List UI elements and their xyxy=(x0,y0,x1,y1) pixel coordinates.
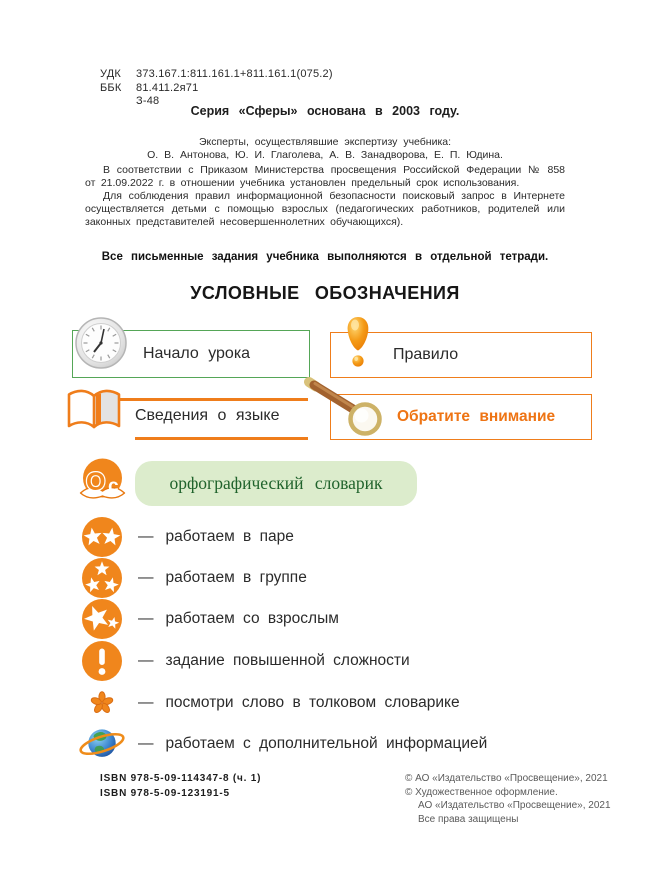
exclamation-glossy-icon xyxy=(344,314,372,383)
pair-stars-icon xyxy=(78,516,126,558)
legend-item-label: работаем с дополнительной информацией xyxy=(165,735,488,752)
legend-item-label: работаем со взрослым xyxy=(165,610,339,627)
legend-dash: — xyxy=(138,610,154,627)
legend-item-label: задание повышенной сложности xyxy=(165,652,410,669)
udk-line xyxy=(100,68,333,82)
bibliographic-codes xyxy=(100,68,333,109)
bbk-label: ББК xyxy=(100,81,122,94)
magnifier-icon xyxy=(303,375,385,446)
svg-text:О: О xyxy=(86,468,106,496)
language-info-bottom-rule xyxy=(135,437,308,440)
copyright-block xyxy=(405,772,611,826)
experts-heading: Эксперты, осуществлявшие экспертизу учебника: xyxy=(198,136,452,148)
ortho-dictionary-label: орфографический словарик xyxy=(169,473,383,493)
legend-item-group xyxy=(78,556,608,600)
legend-title: УСЛОВНЫЕ ОБОЗНАЧЕНИЯ xyxy=(190,283,460,303)
legend-item-extra-info xyxy=(78,722,608,766)
legend-item-dictionary-word xyxy=(78,681,608,725)
clock-icon xyxy=(74,316,128,375)
notebook-notice: Все письменные задания учебника выполняются в отдельной тетради. xyxy=(101,251,549,263)
experts-names: О. В. Антонова, Ю. И. Глаголева, А. В. Занадворова, Е. П. Юдина. xyxy=(147,149,503,161)
attention-label: Обратите внимание xyxy=(397,408,556,425)
exclamation-circle-icon xyxy=(78,640,126,682)
legend-dash: — xyxy=(138,694,154,711)
experts-block xyxy=(0,136,650,162)
adult-star-icon xyxy=(78,598,126,640)
copyright-line: © АО «Издательство «Просвещение», 2021 xyxy=(405,773,608,784)
asterisk-icon xyxy=(78,691,126,715)
language-info-label: Сведения о языке xyxy=(135,407,280,424)
author-code: З-48 xyxy=(136,95,160,107)
series-note: Серия «Сферы» основана в 2003 году. xyxy=(190,104,460,118)
legal-paragraphs xyxy=(85,164,565,229)
legend-item-advanced xyxy=(78,639,608,683)
isbn-part1: ISBN 978-5-09-114347-8 (ч. 1) xyxy=(100,773,262,784)
copyright-line: © Художественное оформление. xyxy=(405,786,558,798)
legend-item-pair xyxy=(78,515,608,559)
lesson-start-label: Начало урока xyxy=(143,345,251,362)
copyright-line: АО «Издательство «Просвещение», 2021 xyxy=(418,800,611,811)
udk-value: 373.167.1:811.161.1+811.161.1(075.2) xyxy=(136,68,333,80)
order-paragraph: В соответствии с Приказом Министерства просвещения Российской Федерации № 858 от 21.09.2022 г. в отношении учебника установлен предельный срок использования. xyxy=(85,164,565,189)
safety-paragraph: Для соблюдения правил информационной безопасности поисковый запрос в Интернете осуществляется детьми с помощью взрослых (педагогических работников, родителей или законных представителей несовершеннолетних обучающихся). xyxy=(85,190,565,228)
legend-item-label: посмотри слово в толковом словарике xyxy=(165,694,460,711)
svg-text:с: с xyxy=(108,476,119,497)
isbn-full: ISBN 978-5-09-123191-5 xyxy=(100,787,230,799)
legend-item-adult xyxy=(78,597,608,641)
legend-dash: — xyxy=(138,652,154,669)
bbk-line xyxy=(100,82,333,96)
group-stars-icon xyxy=(78,557,126,599)
ortho-dictionary-pill xyxy=(135,461,417,506)
legend-dash: — xyxy=(138,735,154,752)
legend-item-label: работаем в группе xyxy=(165,569,307,586)
globe-icon xyxy=(78,721,126,767)
copyright-line: Все права защищены xyxy=(418,813,519,825)
os-dictionary-icon xyxy=(79,457,126,509)
open-book-icon xyxy=(64,385,124,440)
rule-label: Правило xyxy=(393,346,459,363)
udk-label: УДК xyxy=(100,68,121,80)
legend-dash: — xyxy=(138,569,154,586)
legend-item-label: работаем в паре xyxy=(165,528,294,545)
language-info-top-rule xyxy=(118,398,308,401)
legend-dash: — xyxy=(138,528,154,545)
bbk-value: 81.411.2я71 xyxy=(136,81,199,94)
isbn-block xyxy=(100,772,261,801)
